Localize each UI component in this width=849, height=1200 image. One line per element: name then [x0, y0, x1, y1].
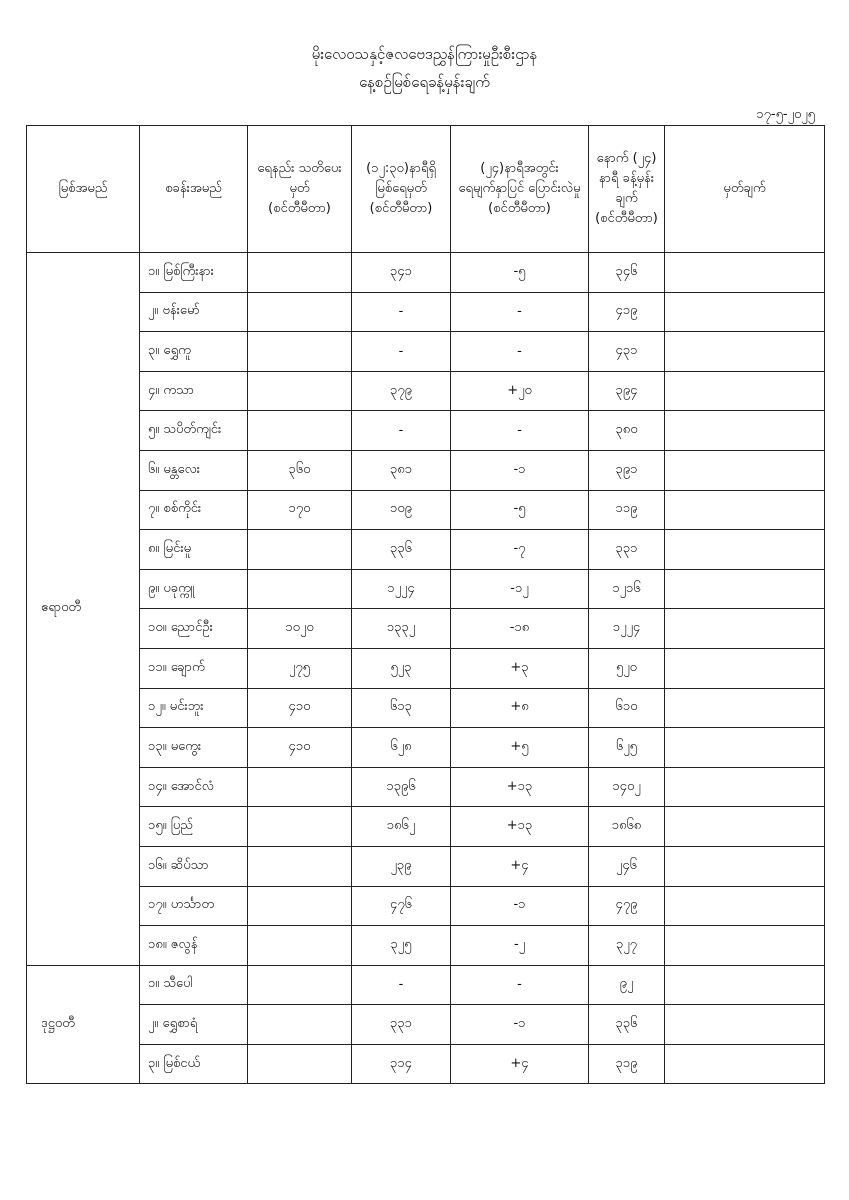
- forecast-cell: ၃၈၀: [589, 411, 665, 451]
- danger-cell: [248, 332, 352, 372]
- station-cell: ၅။ သပိတ်ကျင်း: [140, 411, 248, 451]
- remarks-cell: [665, 1044, 825, 1084]
- remarks-cell: [665, 688, 825, 728]
- remarks-cell: [665, 648, 825, 688]
- level-cell: ၁၂၂၄: [352, 569, 451, 609]
- change-cell: +၁၃: [451, 807, 589, 847]
- report-title: နေ့စဉ်မြစ်ရေခန့်မှန်းချက်: [359, 73, 490, 91]
- change-cell: +၁၃: [451, 767, 589, 807]
- change-cell: -၁၂: [451, 569, 589, 609]
- station-cell: ၃။ မြစ်ငယ်: [140, 1044, 248, 1084]
- change-cell: -၁: [451, 1005, 589, 1045]
- station-cell: ၂။ ဗန်းမော်: [140, 292, 248, 332]
- remarks-cell: [665, 728, 825, 768]
- table-header-row: [27, 126, 825, 253]
- station-cell: ၁။ မြစ်ကြီးနား: [140, 253, 248, 293]
- danger-cell: [248, 292, 352, 332]
- header-river: မြစ်အမည်: [27, 126, 140, 253]
- table-row: [27, 767, 825, 807]
- danger-cell: [248, 411, 352, 451]
- change-cell: +၃: [451, 648, 589, 688]
- danger-cell: [248, 569, 352, 609]
- station-cell: ၁၂။ မင်းဘူး: [140, 688, 248, 728]
- level-cell: ၃၂၅: [352, 926, 451, 966]
- level-cell: ၁၃၃၂: [352, 609, 451, 649]
- change-cell: -၁: [451, 886, 589, 926]
- forecast-cell: ၁၄၀၂: [589, 767, 665, 807]
- level-cell: ၆၁၃: [352, 688, 451, 728]
- remarks-cell: [665, 1005, 825, 1045]
- station-cell: ၁။ သီပေါ: [140, 965, 248, 1005]
- table-row: [27, 648, 825, 688]
- station-cell: ၁၇။ ဟင်္သာတ: [140, 886, 248, 926]
- header-station: စခန်းအမည်: [140, 126, 248, 253]
- forecast-cell: ၁၂၂၄: [589, 609, 665, 649]
- station-cell: ၁၈။ ဇလွန်: [140, 926, 248, 966]
- remarks-cell: [665, 292, 825, 332]
- danger-cell: ၁၀၂၀: [248, 609, 352, 649]
- table-row: [27, 332, 825, 372]
- change-cell: +၅: [451, 728, 589, 768]
- station-cell: ၉။ ပခုက္ကူ: [140, 569, 248, 609]
- forecast-cell: ၃၂၇: [589, 926, 665, 966]
- station-cell: ၁၆။ ဆိပ်သာ: [140, 846, 248, 886]
- forecast-cell: ၃၁၉: [589, 1044, 665, 1084]
- change-cell: -: [451, 292, 589, 332]
- forecast-cell: ၄၃၁: [589, 332, 665, 372]
- level-cell: ၃၇၉: [352, 371, 451, 411]
- table-row: [27, 292, 825, 332]
- remarks-cell: [665, 926, 825, 966]
- table-row: [27, 411, 825, 451]
- station-cell: ၈။ မြင်းမူ: [140, 530, 248, 570]
- forecast-cell: ၄၇၉: [589, 886, 665, 926]
- danger-cell: ၂၇၅: [248, 648, 352, 688]
- station-cell: ၁၁။ ချောက်: [140, 648, 248, 688]
- level-cell: ၃၁၄: [352, 1044, 451, 1084]
- danger-cell: ၁၇၀: [248, 490, 352, 530]
- remarks-cell: [665, 886, 825, 926]
- level-cell: ၂၃၉: [352, 846, 451, 886]
- forecast-cell: ၃၉၄: [589, 371, 665, 411]
- header-water-level: (၁၂:၃၀)နာရီရှိ မြစ်ရေမှတ် (စင်တီမီတာ): [352, 126, 451, 253]
- level-cell: ၄၇၆: [352, 886, 451, 926]
- remarks-cell: [665, 530, 825, 570]
- river-name-cell: ဒုဋ္ဌဝတီ: [27, 965, 140, 1084]
- station-cell: ၃။ ရွှေကူ: [140, 332, 248, 372]
- table-row: [27, 807, 825, 847]
- danger-cell: [248, 1005, 352, 1045]
- change-cell: -၁၈: [451, 609, 589, 649]
- danger-cell: [248, 965, 352, 1005]
- station-cell: ၁၀။ ညောင်ဦး: [140, 609, 248, 649]
- river-level-table: [26, 125, 825, 1084]
- forecast-cell: ၄၁၉: [589, 292, 665, 332]
- danger-cell: [248, 767, 352, 807]
- level-cell: ၃၄၁: [352, 253, 451, 293]
- danger-cell: [248, 807, 352, 847]
- forecast-cell: ၂၄၆: [589, 846, 665, 886]
- level-cell: ၁၃၉၆: [352, 767, 451, 807]
- station-cell: ၂။ ရွှေစာရံ: [140, 1005, 248, 1045]
- report-date: ၁၇-၅-၂၀၂၅: [756, 107, 815, 122]
- station-cell: ၇။ စစ်ကိုင်း: [140, 490, 248, 530]
- table-row: [27, 1044, 825, 1084]
- remarks-cell: [665, 609, 825, 649]
- header-danger-level: ရေနည်း သတိပေးမှတ် (စင်တီမီတာ): [248, 126, 352, 253]
- danger-cell: ၄၁၀: [248, 728, 352, 768]
- change-cell: -: [451, 411, 589, 451]
- table-row: [27, 530, 825, 570]
- danger-cell: [248, 886, 352, 926]
- table-row: [27, 926, 825, 966]
- danger-cell: ၃၆၀: [248, 450, 352, 490]
- remarks-cell: [665, 332, 825, 372]
- forecast-cell: ၃၄၆: [589, 253, 665, 293]
- table-row: [27, 728, 825, 768]
- remarks-cell: [665, 569, 825, 609]
- table-row: [27, 886, 825, 926]
- level-cell: -: [352, 411, 451, 451]
- forecast-cell: ၅၂၀: [589, 648, 665, 688]
- table-row: [27, 1005, 825, 1045]
- level-cell: ၆၂၈: [352, 728, 451, 768]
- danger-cell: [248, 253, 352, 293]
- station-cell: ၁၅။ ပြည်: [140, 807, 248, 847]
- change-cell: -၅: [451, 253, 589, 293]
- remarks-cell: [665, 371, 825, 411]
- forecast-cell: ၃၃၆: [589, 1005, 665, 1045]
- table-row: [27, 253, 825, 293]
- danger-cell: [248, 926, 352, 966]
- forecast-cell: ၃၃၁: [589, 530, 665, 570]
- table-row: [27, 569, 825, 609]
- danger-cell: [248, 1044, 352, 1084]
- table-row: [27, 450, 825, 490]
- department-title: မိုးလေဝသနှင့်ဇလဗေဒညွှန်ကြားမှုဦးစီးဌာန: [311, 45, 538, 63]
- table-row: [27, 965, 825, 1005]
- danger-cell: [248, 530, 352, 570]
- danger-cell: [248, 371, 352, 411]
- forecast-cell: ၆၂၅: [589, 728, 665, 768]
- level-cell: -: [352, 965, 451, 1005]
- station-cell: ၁၄။ အောင်လံ: [140, 767, 248, 807]
- forecast-cell: ၁၈၆၈: [589, 807, 665, 847]
- header-remarks: မှတ်ချက်: [665, 126, 825, 253]
- forecast-cell: ၁၂၁၆: [589, 569, 665, 609]
- river-name-cell: ဧရာဝတီ: [27, 253, 140, 966]
- level-cell: ၃၃၆: [352, 530, 451, 570]
- remarks-cell: [665, 411, 825, 451]
- station-cell: ၆။ မန္တလေး: [140, 450, 248, 490]
- remarks-cell: [665, 253, 825, 293]
- change-cell: -၇: [451, 530, 589, 570]
- danger-cell: ၄၁၀: [248, 688, 352, 728]
- level-cell: -: [352, 292, 451, 332]
- table-row: [27, 688, 825, 728]
- remarks-cell: [665, 767, 825, 807]
- forecast-cell: ၁၁၉: [589, 490, 665, 530]
- danger-cell: [248, 846, 352, 886]
- level-cell: ၁၈၆၂: [352, 807, 451, 847]
- change-cell: +၄: [451, 1044, 589, 1084]
- remarks-cell: [665, 450, 825, 490]
- remarks-cell: [665, 846, 825, 886]
- station-cell: ၁၃။ မကွေး: [140, 728, 248, 768]
- change-cell: -၅: [451, 490, 589, 530]
- level-cell: ၅၂၃: [352, 648, 451, 688]
- header-forecast: နောက် (၂၄) နာရီ ခန့်မှန်းချက် (စင်တီမီတာ): [589, 126, 665, 253]
- table-row: [27, 490, 825, 530]
- change-cell: +၈: [451, 688, 589, 728]
- table-row: [27, 846, 825, 886]
- forecast-cell: ၉၂: [589, 965, 665, 1005]
- forecast-cell: ၃၉၁: [589, 450, 665, 490]
- change-cell: -: [451, 332, 589, 372]
- table-row: [27, 371, 825, 411]
- remarks-cell: [665, 965, 825, 1005]
- change-cell: +၄: [451, 846, 589, 886]
- change-cell: +၂၀: [451, 371, 589, 411]
- change-cell: -၂: [451, 926, 589, 966]
- level-cell: ၃၈၁: [352, 450, 451, 490]
- remarks-cell: [665, 807, 825, 847]
- level-cell: -: [352, 332, 451, 372]
- remarks-cell: [665, 490, 825, 530]
- change-cell: -: [451, 965, 589, 1005]
- table-body: [27, 253, 825, 1084]
- forecast-cell: ၆၁၀: [589, 688, 665, 728]
- level-cell: ၃၃၁: [352, 1005, 451, 1045]
- change-cell: -၁: [451, 450, 589, 490]
- station-cell: ၄။ ကသာ: [140, 371, 248, 411]
- header-change: (၂၄)နာရီအတွင်း ရေမျက်နှာပြင် ပြောင်းလဲမှု (စင်တီမီတာ): [451, 126, 589, 253]
- level-cell: ၁၀၉: [352, 490, 451, 530]
- table-row: [27, 609, 825, 649]
